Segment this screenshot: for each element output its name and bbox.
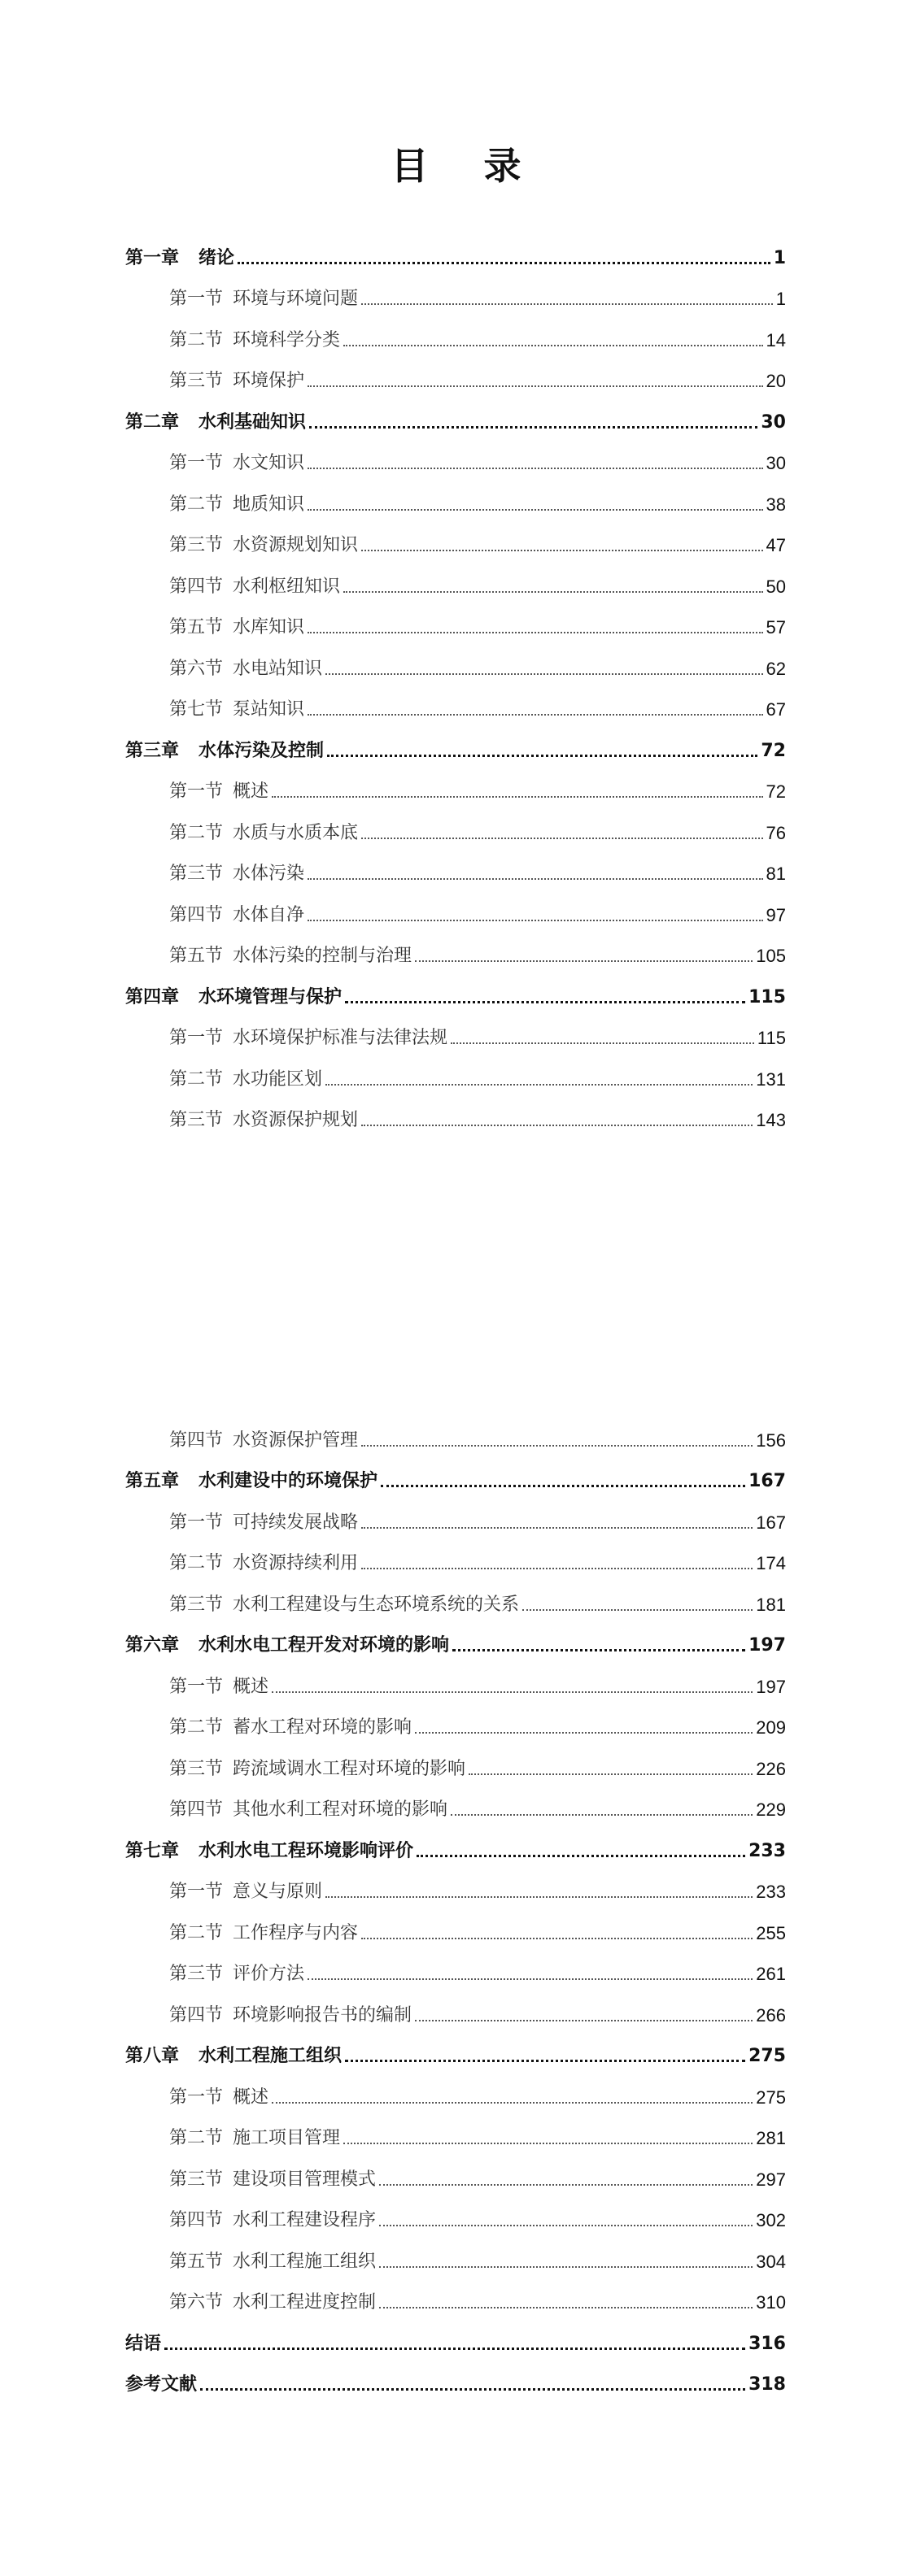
toc-leader-dots [308, 385, 762, 387]
toc-entry-title: 水利工程建设与生态环境系统的关系 [233, 1594, 520, 1615]
toc-entry-label [169, 905, 304, 926]
toc-entry-label [169, 1677, 268, 1698]
toc-entry-number: 第二节 [169, 329, 224, 350]
toc-entry-label [169, 1882, 322, 1903]
toc-section-entry[interactable] [125, 2239, 786, 2281]
toc-entry-title: 泵站知识 [233, 699, 305, 720]
toc-leader-dots [308, 714, 762, 716]
toc-entry-title: 水利水电工程开发对环境的影响 [199, 1635, 450, 1656]
toc-leader-dots [272, 1691, 753, 1693]
toc-entry-title: 环境保护 [233, 371, 305, 391]
toc-entry-page-number: 266 [756, 2004, 786, 2026]
toc-entry-label [169, 1595, 519, 1616]
toc-section-entry[interactable] [125, 1993, 786, 2034]
toc-leader-dots [361, 1938, 753, 1939]
toc-entry-title: 水体污染及控制 [199, 740, 325, 761]
toc-entry-title: 水环境保护标准与法律法规 [233, 1028, 448, 1048]
toc-leader-dots [309, 426, 757, 429]
toc-leader-dots [308, 878, 762, 880]
toc-entry-title: 水利枢纽知识 [233, 576, 341, 597]
toc-entry-title: 水体污染的控制与治理 [233, 946, 412, 966]
toc-entry-number: 第二节 [169, 1922, 224, 1943]
toc-entry-title: 结语 [125, 2333, 162, 2354]
toc-entry-page-number: 167 [756, 1512, 786, 1533]
toc-entry-label [125, 1841, 413, 1862]
toc-entry-label [169, 864, 304, 885]
toc-entry-number: 第一节 [169, 453, 224, 473]
toc-entry-number: 第二章 [125, 411, 180, 433]
toc-entry-number: 第一节 [169, 1676, 224, 1697]
toc-entry-page-number: 76 [766, 822, 786, 843]
toc-section-entry[interactable] [125, 2281, 786, 2322]
toc-entry-label [169, 1512, 358, 1534]
toc-entry-page-number: 233 [748, 1840, 786, 1861]
toc-leader-dots [522, 1609, 753, 1611]
toc-entry-page-number: 14 [766, 329, 786, 350]
toc-leader-dots [361, 550, 762, 551]
toc-entry-number: 第六节 [169, 2292, 224, 2313]
toc-entry-page-number: 318 [748, 2374, 786, 2395]
toc-entry-label [169, 2169, 376, 2191]
toc-entry-label [169, 1553, 358, 1574]
toc-entry-label [125, 2374, 197, 2395]
toc-entry-page-number: 275 [748, 2046, 786, 2066]
toc-chapter-entry[interactable] [125, 1460, 786, 1501]
toc-entry-label [169, 1923, 358, 1944]
toc-leader-dots [327, 755, 757, 757]
toc-entry-label [169, 1964, 304, 1985]
toc-entry-label [169, 1028, 447, 1049]
toc-leader-dots [343, 2143, 753, 2144]
toc-entry-page-number: 261 [756, 1964, 786, 1984]
toc-leader-dots [415, 960, 753, 962]
toc-entry-label [169, 1069, 322, 1090]
toc-entry-title: 跨流域调水工程对环境的影响 [233, 1758, 466, 1779]
toc-entry-page-number: 20 [766, 371, 786, 391]
toc-entry-number: 第三节 [169, 1594, 224, 1615]
toc-entry-label [169, 289, 358, 310]
toc-entry-title: 水功能区划 [233, 1068, 323, 1090]
toc-entry-label [125, 1635, 449, 1656]
toc-section-entry[interactable] [125, 1664, 786, 1706]
toc-entry-label [125, 1471, 377, 1492]
toc-entry-title: 其他水利工程对环境的影响 [233, 1799, 448, 1820]
toc-section-entry[interactable] [125, 688, 786, 729]
toc-section-entry[interactable] [125, 2075, 786, 2117]
toc-section-entry[interactable] [125, 318, 786, 359]
toc-section-entry[interactable] [125, 893, 786, 934]
toc-section-entry[interactable] [125, 564, 786, 606]
toc-entry-title: 建设项目管理模式 [233, 2169, 377, 2190]
toc-entry-number: 第五节 [169, 617, 224, 637]
toc-entry-title: 水利水电工程环境影响评价 [199, 1840, 414, 1861]
toc-section-entry[interactable] [125, 1418, 786, 1460]
toc-entry-label [169, 946, 412, 967]
toc-section-entry[interactable] [125, 811, 786, 852]
toc-entry-title: 概述 [233, 781, 269, 802]
toc-entry-page-number: 167 [748, 1471, 786, 1491]
toc-entry-label [125, 2046, 342, 2067]
toc-leader-dots [345, 2060, 745, 2062]
toc-entry-page-number: 67 [766, 699, 786, 720]
toc-list [125, 236, 786, 1139]
toc-leader-dots [361, 303, 773, 305]
toc-entry-label [169, 1430, 358, 1451]
toc-chapter-entry[interactable] [125, 2034, 786, 2076]
toc-section-entry[interactable] [125, 524, 786, 565]
toc-entry-page-number: 302 [756, 2210, 786, 2230]
toc-section-entry[interactable] [125, 1952, 786, 1994]
toc-section-entry[interactable] [125, 1870, 786, 1912]
toc-entry-label [169, 617, 304, 638]
toc-title: 目 录 [391, 144, 543, 188]
toc-entry-page-number: 47 [766, 535, 786, 555]
toc-section-entry[interactable] [125, 1099, 786, 1140]
toc-entry-label [169, 535, 358, 556]
toc-leader-dots [381, 1485, 745, 1487]
toc-entry-number: 第二节 [169, 1717, 224, 1738]
toc-entry-title: 评价方法 [233, 1964, 305, 1984]
toc-entry-page-number: 30 [766, 453, 786, 473]
toc-entry-label [169, 577, 340, 598]
toc-chapter-entry[interactable] [125, 236, 786, 277]
toc-entry-label [169, 2252, 376, 2273]
toc-section-entry[interactable] [125, 442, 786, 483]
toc-entry-page-number: 115 [748, 986, 786, 1007]
toc-entry-title: 水体污染 [233, 864, 305, 884]
toc-entry-number: 第三节 [169, 371, 224, 391]
toc-leader-dots [200, 2388, 745, 2391]
toc-entry-number: 第一节 [169, 781, 224, 802]
toc-entry-page-number: 72 [766, 781, 786, 802]
toc-entry-title: 水利工程进度控制 [233, 2292, 377, 2313]
toc-entry-label [169, 2292, 376, 2313]
toc-entry-page-number: 105 [756, 946, 786, 966]
toc-entry-label [169, 494, 304, 516]
toc-section-entry[interactable] [125, 1016, 786, 1058]
toc-section-entry[interactable] [125, 482, 786, 524]
toc-entry-page-number: 316 [748, 2333, 786, 2354]
toc-entry-number: 第一节 [169, 1028, 224, 1048]
toc-section-entry[interactable] [125, 1542, 786, 1583]
toc-entry-title: 水利基础知识 [199, 411, 307, 433]
toc-entry-label [169, 2005, 412, 2026]
toc-entry-label [125, 2334, 161, 2355]
toc-entry-page-number: 229 [756, 1799, 786, 1820]
toc-entry-title: 水利建设中的环境保护 [199, 1471, 378, 1491]
toc-entry-label [125, 412, 306, 433]
toc-entry-number: 第四节 [169, 576, 224, 597]
toc-entry-title: 水文知识 [233, 453, 305, 473]
toc-entry-title: 概述 [233, 1676, 269, 1697]
toc-leader-dots [308, 920, 762, 921]
toc-entry-page-number: 115 [757, 1028, 786, 1048]
toc-leader-dots [308, 509, 762, 511]
toc-entry-page-number: 226 [756, 1758, 786, 1779]
toc-entry-title: 水电站知识 [233, 658, 323, 679]
toc-entry-number: 第三节 [169, 1758, 224, 1779]
toc-entry-page-number: 1 [775, 289, 786, 309]
toc-entry-label [169, 2210, 376, 2231]
toc-leader-dots [308, 468, 762, 469]
toc-entry-label [125, 987, 342, 1008]
toc-entry-page-number: 38 [766, 494, 786, 515]
toc-entry-number: 第一节 [169, 1882, 224, 1902]
toc-leader-dots [417, 1855, 745, 1857]
toc-entry-page-number: 57 [766, 617, 786, 637]
toc-entry-title: 工作程序与内容 [233, 1922, 359, 1943]
toc-entry-title: 水库知识 [233, 617, 305, 637]
toc-entry-number: 第四节 [169, 2004, 224, 2026]
toc-entry-number: 第一章 [125, 247, 180, 268]
toc-entry-page-number: 131 [756, 1068, 786, 1090]
toc-section-entry[interactable] [125, 770, 786, 812]
toc-entry-page-number: 209 [756, 1717, 786, 1738]
toc-leader-dots [451, 1042, 754, 1044]
toc-entry-page-number: 50 [766, 576, 786, 597]
toc-leader-dots [379, 2184, 753, 2186]
toc-chapter-entry[interactable] [125, 1624, 786, 1665]
toc-section-entry[interactable] [125, 1582, 786, 1624]
toc-entry-page-number: 1 [773, 247, 786, 268]
toc-entry-title: 水资源持续利用 [233, 1553, 359, 1573]
toc-section-entry[interactable] [125, 1747, 786, 1788]
toc-entry-label [169, 1759, 465, 1780]
toc-chapter-entry[interactable] [125, 729, 786, 770]
toc-section-entry[interactable] [125, 646, 786, 688]
toc-entry-title: 地质知识 [233, 494, 305, 515]
toc-leader-dots [361, 1527, 753, 1529]
toc-chapter-entry[interactable] [125, 2321, 786, 2363]
toc-entry-number: 第二节 [169, 1068, 224, 1090]
toc-entry-label [125, 741, 324, 762]
toc-leader-dots [238, 262, 770, 264]
toc-entry-page-number: 304 [756, 2251, 786, 2272]
toc-entry-label [169, 2087, 268, 2108]
toc-entry-number: 第六节 [169, 658, 224, 679]
toc-entry-page-number: 297 [756, 2169, 786, 2190]
toc-leader-dots [379, 2225, 753, 2226]
toc-entry-number: 第四节 [169, 1799, 224, 1820]
toc-leader-dots [379, 2307, 753, 2308]
toc-section-entry[interactable] [125, 277, 786, 319]
toc-entry-page-number: 255 [756, 1922, 786, 1943]
toc-section-entry[interactable] [125, 2199, 786, 2240]
toc-entry-title: 蓄水工程对环境的影响 [233, 1717, 412, 1738]
toc-entry-number: 第三节 [169, 1964, 224, 1984]
toc-entry-number: 第五节 [169, 2251, 224, 2272]
toc-entry-page-number: 233 [756, 1882, 786, 1902]
toc-entry-label [169, 453, 304, 474]
toc-leader-dots [361, 1568, 753, 1569]
toc-entry-title: 环境科学分类 [233, 329, 341, 350]
toc-entry-title: 意义与原则 [233, 1882, 323, 1902]
toc-section-entry[interactable] [125, 1057, 786, 1099]
toc-entry-label [169, 1799, 447, 1821]
toc-section-entry[interactable] [125, 1788, 786, 1830]
toc-entry-title: 水资源保护管理 [233, 1429, 359, 1451]
toc-entry-title: 环境影响报告书的编制 [233, 2004, 412, 2026]
toc-leader-dots [308, 1978, 753, 1980]
toc-entry-title: 水资源保护规划 [233, 1110, 359, 1130]
toc-leader-dots [272, 796, 762, 798]
toc-entry-label [169, 330, 340, 351]
toc-entry-title: 水利工程施工组织 [199, 2046, 343, 2066]
toc-leader-dots [451, 1814, 753, 1816]
toc-entry-label [169, 1110, 358, 1131]
toc-list [125, 1418, 786, 2404]
toc-entry-title: 绪论 [199, 247, 235, 268]
toc-entry-page-number: 156 [756, 1429, 786, 1451]
toc-section-entry[interactable] [125, 2117, 786, 2158]
toc-entry-label [169, 2128, 340, 2149]
toc-entry-page-number: 281 [756, 2128, 786, 2148]
toc-section-entry[interactable] [125, 2157, 786, 2199]
toc-entry-label [169, 823, 358, 844]
toc-entry-page-number: 62 [766, 658, 786, 679]
toc-entry-page-number: 197 [756, 1676, 786, 1697]
toc-section-entry[interactable] [125, 1911, 786, 1952]
toc-entry-page-number: 72 [761, 740, 786, 761]
toc-page-2 [0, 1288, 912, 2576]
toc-entry-number: 第三节 [169, 1110, 224, 1130]
toc-entry-number: 第三节 [169, 864, 224, 884]
toc-leader-dots [379, 2266, 753, 2268]
toc-leader-dots [272, 2102, 753, 2104]
toc-chapter-entry[interactable] [125, 975, 786, 1016]
toc-section-entry[interactable] [125, 934, 786, 976]
toc-entry-page-number: 81 [766, 864, 786, 884]
toc-section-entry[interactable] [125, 1500, 786, 1542]
toc-section-entry[interactable] [125, 359, 786, 401]
toc-entry-title: 可持续发展战略 [233, 1512, 359, 1533]
toc-entry-label [169, 699, 304, 720]
toc-leader-dots [469, 1773, 753, 1775]
toc-leader-dots [343, 591, 762, 593]
toc-entry-title: 水资源规划知识 [233, 535, 359, 555]
toc-entry-number: 第四节 [169, 904, 224, 925]
toc-entry-page-number: 30 [761, 411, 786, 433]
toc-entry-number: 第四章 [125, 986, 180, 1007]
toc-entry-title: 水利工程建设程序 [233, 2210, 377, 2230]
toc-entry-label [169, 781, 268, 803]
toc-entry-number: 第三章 [125, 740, 180, 761]
toc-leader-dots [308, 632, 762, 633]
toc-entry-label [169, 1717, 412, 1738]
toc-section-entry[interactable] [125, 606, 786, 647]
toc-entry-title: 水质与水质本底 [233, 822, 359, 843]
toc-section-entry[interactable] [125, 1706, 786, 1747]
toc-entry-number: 第四节 [169, 1429, 224, 1451]
toc-entry-page-number: 143 [756, 1110, 786, 1130]
toc-leader-dots [361, 1125, 753, 1126]
toc-entry-number: 第五节 [169, 946, 224, 966]
toc-leader-dots [415, 1732, 753, 1734]
toc-leader-dots [361, 838, 762, 839]
toc-leader-dots [415, 2020, 753, 2021]
toc-entry-page-number: 174 [756, 1553, 786, 1573]
toc-entry-title: 水体自净 [233, 904, 305, 925]
toc-entry-number: 第六章 [125, 1635, 180, 1656]
toc-leader-dots [361, 1445, 753, 1447]
toc-entry-title: 水环境管理与保护 [199, 986, 343, 1007]
toc-entry-page-number: 181 [756, 1594, 786, 1615]
toc-entry-page-number: 275 [756, 2086, 786, 2108]
toc-leader-dots [345, 1001, 745, 1003]
toc-leader-dots [325, 1084, 753, 1086]
toc-entry-title: 水利工程施工组织 [233, 2251, 377, 2272]
toc-entry-number: 第七节 [169, 699, 224, 720]
toc-leader-dots [452, 1649, 745, 1651]
toc-entry-number: 第三节 [169, 535, 224, 555]
toc-entry-page-number: 97 [766, 904, 786, 925]
toc-entry-number: 第二节 [169, 822, 224, 843]
toc-entry-title: 施工项目管理 [233, 2128, 341, 2148]
toc-entry-page-number: 310 [756, 2292, 786, 2313]
toc-chapter-entry[interactable] [125, 2363, 786, 2404]
toc-entry-title: 概述 [233, 2086, 269, 2108]
toc-entry-page-number: 197 [748, 1635, 786, 1656]
toc-chapter-entry[interactable] [125, 1829, 786, 1870]
toc-entry-number: 第四节 [169, 2210, 224, 2230]
toc-leader-dots [343, 345, 762, 346]
toc-chapter-entry[interactable] [125, 400, 786, 442]
toc-entry-label [125, 248, 234, 269]
toc-entry-number: 第七章 [125, 1840, 180, 1861]
toc-entry-label [169, 371, 304, 392]
toc-section-entry[interactable] [125, 852, 786, 894]
toc-entry-number: 第五章 [125, 1471, 180, 1491]
toc-entry-title: 参考文献 [125, 2374, 198, 2395]
toc-entry-number: 第一节 [169, 289, 224, 309]
toc-entry-number: 第一节 [169, 2086, 224, 2108]
toc-leader-dots [325, 673, 762, 675]
toc-entry-label [169, 659, 322, 680]
toc-entry-number: 第二节 [169, 494, 224, 515]
toc-entry-number: 第八章 [125, 2046, 180, 2066]
toc-leader-dots [325, 1896, 753, 1898]
toc-entry-number: 第一节 [169, 1512, 224, 1533]
toc-entry-number: 第三节 [169, 2169, 224, 2190]
toc-entry-number: 第二节 [169, 1553, 224, 1573]
toc-leader-dots [164, 2348, 745, 2350]
toc-entry-number: 第二节 [169, 2128, 224, 2148]
toc-entry-title: 环境与环境问题 [233, 289, 359, 309]
